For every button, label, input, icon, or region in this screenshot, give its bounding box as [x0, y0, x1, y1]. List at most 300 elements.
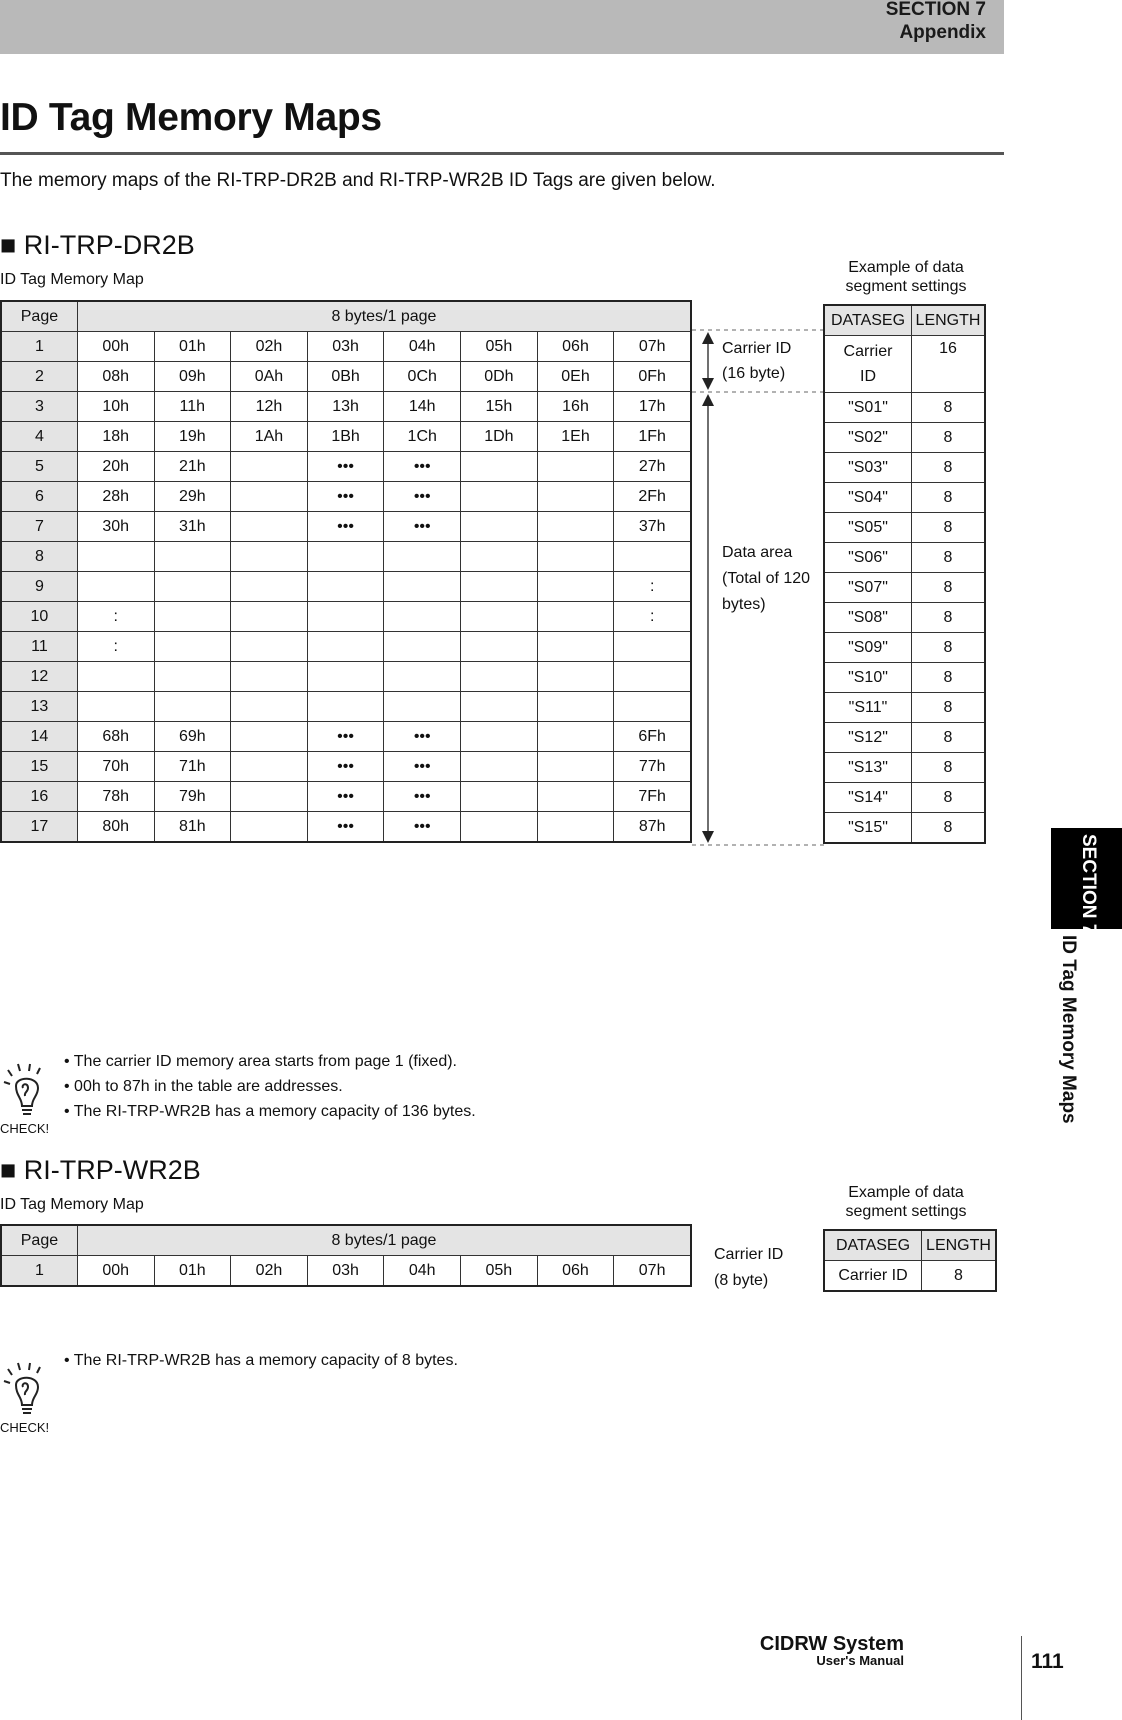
address-cell	[384, 662, 461, 692]
seg-carrier-cell	[824, 336, 912, 393]
address-cell: 07h	[614, 1256, 691, 1287]
address-cell	[614, 632, 691, 662]
seg-col-length: LENGTH	[912, 305, 986, 336]
table-row	[1, 722, 691, 752]
address-cell	[537, 662, 614, 692]
seg-dataseg-cell: "S07"	[824, 573, 912, 603]
address-cell: 04h	[384, 332, 461, 362]
address-cell: :	[614, 572, 691, 602]
address-cell: 04h	[384, 1256, 461, 1287]
table-row	[1, 512, 691, 542]
address-cell: 31h	[154, 512, 231, 542]
page-cell: 10	[1, 602, 77, 632]
seg-dataseg-cell: "S04"	[824, 483, 912, 513]
address-cell	[384, 692, 461, 722]
address-cell: 0Eh	[537, 362, 614, 392]
seg-length-cell: 8	[912, 693, 986, 723]
seg-length-cell: 8	[912, 513, 986, 543]
check-label: CHECK!	[0, 1121, 50, 1136]
address-cell: :	[614, 602, 691, 632]
seg-length-cell: 8	[912, 423, 986, 453]
address-cell	[231, 722, 308, 752]
address-cell	[231, 482, 308, 512]
dr2b-memory-table	[0, 300, 692, 843]
address-cell: 17h	[614, 392, 691, 422]
dr2b-carrier-label-line2: (16 byte)	[722, 365, 786, 382]
page-cell: 14	[1, 722, 77, 752]
address-cell: 79h	[154, 782, 231, 812]
address-cell	[461, 632, 538, 662]
section-header-band	[0, 0, 1004, 54]
address-cell: 70h	[77, 752, 154, 782]
title-rule	[0, 152, 1004, 155]
wr2b-heading: ■ RI-TRP-WR2B	[0, 1155, 201, 1185]
address-cell: 69h	[154, 722, 231, 752]
dr2b-seg-caption-line1: Example of data	[848, 259, 964, 276]
footer-divider	[1021, 1636, 1022, 1720]
address-cell: •••	[384, 452, 461, 482]
address-cell	[231, 812, 308, 843]
table-row	[1, 362, 691, 392]
address-cell: 1Fh	[614, 422, 691, 452]
wr2b-seg-caption-line2: segment settings	[845, 1203, 967, 1220]
address-cell	[154, 692, 231, 722]
wr2b-carrier-label-line1: Carrier ID	[714, 1246, 784, 1263]
col-bytes-header: 8 bytes/1 page	[77, 1225, 691, 1256]
address-cell	[307, 662, 384, 692]
address-cell	[231, 542, 308, 572]
address-cell	[77, 662, 154, 692]
address-cell	[461, 602, 538, 632]
address-cell: 0Dh	[461, 362, 538, 392]
address-cell: 0Ah	[231, 362, 308, 392]
address-cell: 06h	[537, 1256, 614, 1287]
seg-row	[824, 723, 985, 753]
page-cell: 5	[1, 452, 77, 482]
note-item	[64, 1348, 458, 1373]
address-cell	[537, 512, 614, 542]
address-cell: 18h	[77, 422, 154, 452]
address-cell: 10h	[77, 392, 154, 422]
note-text: 00h to 87h in the table are addresses.	[74, 1078, 343, 1095]
table-row	[1, 572, 691, 602]
seg-dataseg-cell: "S02"	[824, 423, 912, 453]
address-cell	[537, 632, 614, 662]
seg-row	[824, 693, 985, 723]
address-cell: 02h	[231, 332, 308, 362]
address-cell: 7Fh	[614, 782, 691, 812]
header-section: SECTION 7	[885, 0, 986, 20]
address-cell	[461, 482, 538, 512]
note-text: The RI-TRP-WR2B has a memory capacity of 8 bytes.	[73, 1352, 458, 1369]
dr2b-notes	[64, 1049, 476, 1124]
note-text: The RI-TRP-WR2B has a memory capacity of 136 bytes.	[73, 1103, 476, 1120]
address-cell	[461, 812, 538, 843]
address-cell	[231, 692, 308, 722]
seg-length-cell: 8	[912, 603, 986, 633]
seg-header-row	[824, 1230, 996, 1261]
seg-carrier-length: 16	[912, 336, 986, 393]
address-cell: •••	[307, 512, 384, 542]
address-cell	[307, 692, 384, 722]
address-cell: 20h	[77, 452, 154, 482]
table-row	[1, 452, 691, 482]
seg-dataseg-cell: Carrier ID	[824, 1261, 922, 1292]
address-cell: 08h	[77, 362, 154, 392]
footer-brand-name: CIDRW System	[759, 1633, 904, 1655]
table-row	[1, 692, 691, 722]
address-cell	[231, 662, 308, 692]
seg-length-cell: 8	[912, 483, 986, 513]
address-cell: 05h	[461, 1256, 538, 1287]
address-cell	[614, 692, 691, 722]
address-cell	[384, 602, 461, 632]
address-cell: 19h	[154, 422, 231, 452]
address-cell: 1Dh	[461, 422, 538, 452]
address-cell	[461, 752, 538, 782]
address-cell: 27h	[614, 452, 691, 482]
address-cell: 06h	[537, 332, 614, 362]
check-bulb-icon	[2, 1060, 48, 1120]
side-tab-section	[1051, 828, 1122, 935]
address-cell	[461, 512, 538, 542]
address-cell	[537, 782, 614, 812]
address-cell	[231, 572, 308, 602]
wr2b-notes	[64, 1348, 458, 1373]
wr2b-map-caption: ID Tag Memory Map	[0, 1196, 144, 1213]
address-cell: 37h	[614, 512, 691, 542]
seg-dataseg-cell: "S09"	[824, 633, 912, 663]
address-cell: 2Fh	[614, 482, 691, 512]
wr2b-memory-table	[0, 1224, 692, 1287]
address-cell: 03h	[307, 332, 384, 362]
address-cell	[537, 572, 614, 602]
address-cell	[461, 782, 538, 812]
table-row	[1, 782, 691, 812]
table-row	[1, 422, 691, 452]
dr2b-seg-caption-line2: segment settings	[845, 278, 967, 295]
table-row	[1, 632, 691, 662]
address-cell: 1Eh	[537, 422, 614, 452]
page-title: ID Tag Memory Maps	[0, 96, 382, 139]
bullet-icon: •	[64, 1053, 74, 1070]
address-cell: 80h	[77, 812, 154, 843]
address-cell: 71h	[154, 752, 231, 782]
address-cell: 1Ah	[231, 422, 308, 452]
seg-length-cell: 8	[912, 753, 986, 783]
address-cell: •••	[384, 752, 461, 782]
page-cell: 8	[1, 542, 77, 572]
table-header-row	[1, 1225, 691, 1256]
dr2b-heading: ■ RI-TRP-DR2B	[0, 230, 195, 260]
address-cell: •••	[307, 812, 384, 843]
address-cell: 12h	[231, 392, 308, 422]
address-cell: 0Bh	[307, 362, 384, 392]
seg-dataseg-cell: "S15"	[824, 813, 912, 844]
address-cell: •••	[384, 722, 461, 752]
seg-row	[824, 663, 985, 693]
seg-dataseg-cell: "S13"	[824, 753, 912, 783]
address-cell: 28h	[77, 482, 154, 512]
seg-dataseg-cell: "S11"	[824, 693, 912, 723]
address-cell	[537, 452, 614, 482]
address-cell: 11h	[154, 392, 231, 422]
dr2b-seg-caption	[830, 258, 982, 296]
address-cell: •••	[307, 782, 384, 812]
seg-dataseg-cell: "S08"	[824, 603, 912, 633]
page-cell: 1	[1, 1256, 77, 1287]
address-cell: 07h	[614, 332, 691, 362]
dr2b-map-caption: ID Tag Memory Map	[0, 271, 144, 288]
seg-col-dataseg: DATASEG	[824, 305, 912, 336]
intro-text: The memory maps of the RI-TRP-DR2B and RI-TRP-WR2B ID Tags are given below.	[0, 170, 716, 191]
seg-row	[824, 603, 985, 633]
address-cell: •••	[307, 722, 384, 752]
page-cell: 2	[1, 362, 77, 392]
wr2b-seg-caption-line1: Example of data	[848, 1184, 964, 1201]
dr2b-segment-table	[823, 304, 986, 844]
address-cell: 00h	[77, 1256, 154, 1287]
seg-carrier-line1: Carrier	[843, 343, 893, 360]
seg-row	[824, 813, 985, 844]
address-cell: 05h	[461, 332, 538, 362]
address-cell: 6Fh	[614, 722, 691, 752]
seg-row	[824, 543, 985, 573]
seg-dataseg-cell: "S03"	[824, 453, 912, 483]
address-cell	[231, 512, 308, 542]
address-cell	[461, 662, 538, 692]
address-cell	[307, 602, 384, 632]
note-item	[64, 1099, 476, 1124]
bullet-icon: •	[64, 1103, 74, 1120]
seg-length-cell: 8	[912, 783, 986, 813]
address-cell: 77h	[614, 752, 691, 782]
address-cell: 03h	[307, 1256, 384, 1287]
seg-header-row	[824, 305, 985, 336]
note-item	[64, 1074, 476, 1099]
address-cell	[461, 452, 538, 482]
address-cell: 13h	[307, 392, 384, 422]
seg-carrier-line2: ID	[860, 368, 876, 385]
address-cell	[537, 752, 614, 782]
address-cell: •••	[307, 452, 384, 482]
address-cell	[307, 632, 384, 662]
seg-length-cell: 8	[912, 453, 986, 483]
address-cell	[384, 542, 461, 572]
footer-brand-sub: User's Manual	[816, 1653, 904, 1668]
address-cell	[77, 572, 154, 602]
address-cell: 02h	[231, 1256, 308, 1287]
address-cell: 30h	[77, 512, 154, 542]
address-cell	[231, 452, 308, 482]
page-cell: 12	[1, 662, 77, 692]
table-row	[1, 812, 691, 843]
address-cell: 14h	[384, 392, 461, 422]
address-cell	[307, 542, 384, 572]
seg-row	[824, 633, 985, 663]
address-cell: 1Bh	[307, 422, 384, 452]
table-row	[1, 542, 691, 572]
table-row	[1, 332, 691, 362]
bullet-icon: •	[64, 1352, 74, 1369]
dr2b-data-area-label	[722, 540, 810, 618]
address-cell	[614, 542, 691, 572]
note-item	[64, 1049, 476, 1074]
address-cell: 68h	[77, 722, 154, 752]
seg-dataseg-cell: "S14"	[824, 783, 912, 813]
address-cell: 00h	[77, 332, 154, 362]
page-number: 111	[1031, 1650, 1064, 1673]
address-cell	[537, 542, 614, 572]
address-cell: 87h	[614, 812, 691, 843]
seg-row	[824, 753, 985, 783]
page-cell: 1	[1, 332, 77, 362]
dr2b-data-label-line3: bytes)	[722, 596, 766, 613]
page-cell: 16	[1, 782, 77, 812]
address-cell: :	[77, 632, 154, 662]
address-cell: :	[77, 602, 154, 632]
bullet-icon: •	[64, 1078, 75, 1095]
table-row	[1, 602, 691, 632]
col-bytes-header: 8 bytes/1 page	[77, 301, 691, 332]
table-header-row	[1, 301, 691, 332]
col-page-header: Page	[1, 1225, 77, 1256]
wr2b-carrier-label-line2: (8 byte)	[714, 1272, 769, 1289]
address-cell	[154, 602, 231, 632]
dr2b-data-label-line2: (Total of 120	[722, 570, 811, 587]
address-cell: 81h	[154, 812, 231, 843]
table-row	[1, 662, 691, 692]
seg-length-cell: 8	[912, 573, 986, 603]
address-cell	[231, 632, 308, 662]
address-cell: 0Fh	[614, 362, 691, 392]
address-cell: 01h	[154, 1256, 231, 1287]
seg-dataseg-cell: "S12"	[824, 723, 912, 753]
table-row	[1, 752, 691, 782]
address-cell	[384, 632, 461, 662]
address-cell: •••	[384, 512, 461, 542]
address-cell: •••	[384, 782, 461, 812]
page-cell: 11	[1, 632, 77, 662]
address-cell	[461, 572, 538, 602]
wr2b-segment-table	[823, 1229, 997, 1292]
page-cell: 15	[1, 752, 77, 782]
seg-length-cell: 8	[912, 723, 986, 753]
address-cell	[384, 572, 461, 602]
dr2b-data-label-line1: Data area	[722, 544, 793, 561]
address-cell	[154, 542, 231, 572]
wr2b-carrier-label	[714, 1242, 783, 1294]
address-cell	[461, 692, 538, 722]
address-cell	[77, 542, 154, 572]
seg-length-cell: 8	[912, 663, 986, 693]
address-cell: 78h	[77, 782, 154, 812]
address-cell	[307, 572, 384, 602]
seg-row	[824, 453, 985, 483]
seg-row	[824, 483, 985, 513]
side-tab-section-text: SECTION 7	[1078, 834, 1099, 935]
address-cell: 15h	[461, 392, 538, 422]
address-cell	[231, 752, 308, 782]
address-cell	[537, 692, 614, 722]
address-cell	[461, 722, 538, 752]
address-cell	[537, 812, 614, 843]
seg-row	[824, 513, 985, 543]
page-cell: 13	[1, 692, 77, 722]
seg-col-dataseg: DATASEG	[824, 1230, 922, 1261]
table-row	[1, 1256, 691, 1287]
seg-carrier-row	[824, 336, 985, 393]
address-cell	[154, 662, 231, 692]
seg-dataseg-cell: "S01"	[824, 393, 912, 423]
page-cell: 4	[1, 422, 77, 452]
col-page-header: Page	[1, 301, 77, 332]
address-cell	[461, 542, 538, 572]
seg-row	[824, 573, 985, 603]
seg-length-cell: 8	[912, 393, 986, 423]
seg-length-cell: 8	[912, 543, 986, 573]
note-text: The carrier ID memory area starts from page 1 (fixed).	[73, 1053, 457, 1070]
address-cell: 16h	[537, 392, 614, 422]
seg-row	[824, 423, 985, 453]
address-cell: •••	[384, 812, 461, 843]
seg-dataseg-cell: "S05"	[824, 513, 912, 543]
address-cell: •••	[307, 482, 384, 512]
wr2b-seg-caption	[830, 1183, 982, 1221]
header-subsection: Appendix	[899, 22, 986, 43]
seg-length-cell: 8	[912, 633, 986, 663]
seg-row	[824, 1261, 996, 1292]
table-row	[1, 392, 691, 422]
address-cell	[154, 632, 231, 662]
address-cell: 1Ch	[384, 422, 461, 452]
seg-col-length: LENGTH	[922, 1230, 997, 1261]
address-cell	[231, 782, 308, 812]
address-cell	[77, 692, 154, 722]
address-cell: 01h	[154, 332, 231, 362]
address-cell	[614, 662, 691, 692]
seg-dataseg-cell: "S10"	[824, 663, 912, 693]
page-cell: 3	[1, 392, 77, 422]
seg-length-cell: 8	[922, 1261, 997, 1292]
seg-row	[824, 393, 985, 423]
seg-length-cell: 8	[912, 813, 986, 844]
address-cell: •••	[384, 482, 461, 512]
dr2b-carrier-label	[722, 336, 791, 386]
address-cell	[537, 602, 614, 632]
page-cell: 17	[1, 812, 77, 843]
seg-dataseg-cell: "S06"	[824, 543, 912, 573]
page-cell: 9	[1, 572, 77, 602]
address-cell: 09h	[154, 362, 231, 392]
page-cell: 7	[1, 512, 77, 542]
check-label: CHECK!	[0, 1420, 50, 1435]
address-cell: 29h	[154, 482, 231, 512]
page-cell: 6	[1, 482, 77, 512]
check-bulb-icon	[2, 1359, 48, 1419]
address-cell	[154, 572, 231, 602]
footer-brand	[760, 1634, 904, 1667]
seg-row	[824, 783, 985, 813]
address-cell: 0Ch	[384, 362, 461, 392]
side-tab-label: ID Tag Memory Maps	[1058, 935, 1079, 1124]
address-cell	[537, 482, 614, 512]
address-cell: 21h	[154, 452, 231, 482]
address-cell	[231, 602, 308, 632]
dr2b-carrier-label-line1: Carrier ID	[722, 340, 792, 357]
table-row	[1, 482, 691, 512]
address-cell: •••	[307, 752, 384, 782]
